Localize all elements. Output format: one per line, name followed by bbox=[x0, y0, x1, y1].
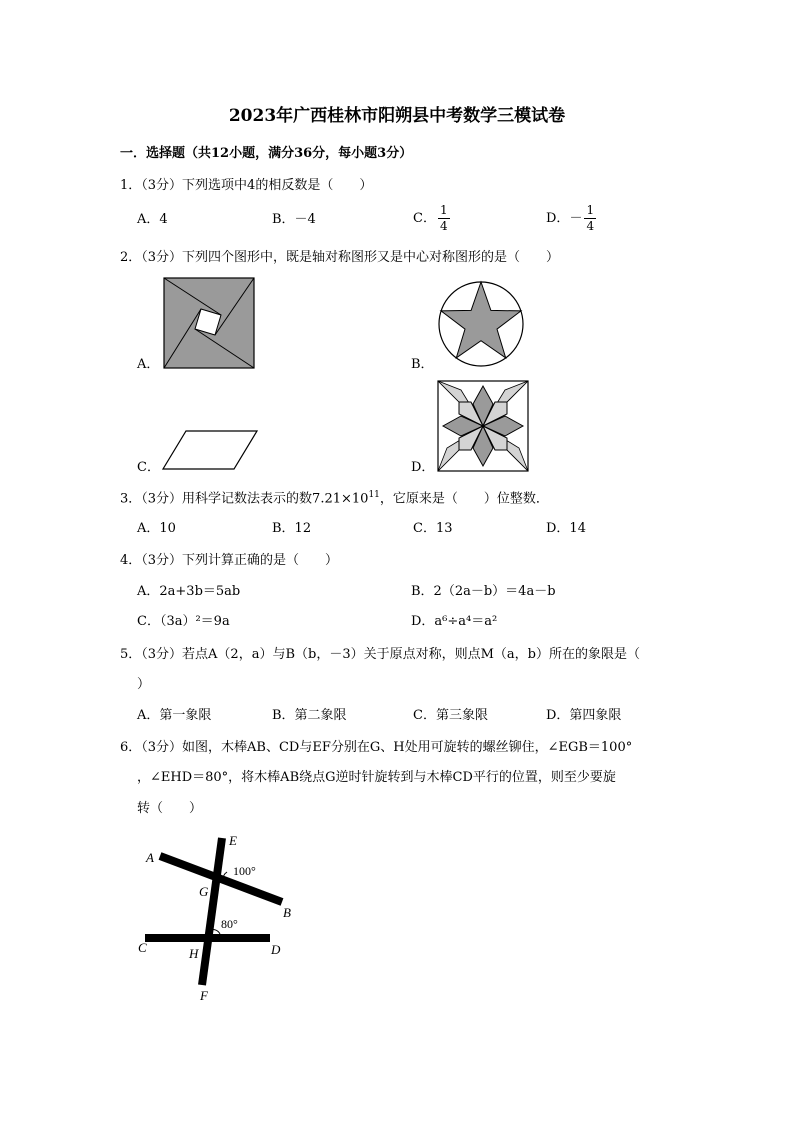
q5-option-d: D．第四象限 bbox=[546, 708, 622, 723]
figure-pinwheel-square bbox=[163, 277, 255, 369]
label-a: A bbox=[146, 850, 154, 865]
section-heading: 一．选择题（共12小题，满分36分，每小题3分） bbox=[120, 146, 413, 161]
q1-option-d bbox=[546, 203, 596, 234]
q1-option-c-fraction bbox=[438, 203, 450, 234]
figure-wooden-sticks bbox=[130, 830, 310, 1010]
figure-star-in-circle bbox=[437, 280, 525, 368]
q1-option-c bbox=[413, 203, 450, 234]
q2-option-d: D． bbox=[411, 460, 435, 475]
label-f: F bbox=[200, 988, 208, 1003]
fraction-numerator: 1 bbox=[586, 203, 595, 217]
label-d: D bbox=[271, 942, 281, 957]
fraction-denominator: 4 bbox=[439, 219, 448, 233]
label-c: C bbox=[138, 940, 147, 955]
q3-text-prefix: 3．（3分）用科学记数法表示的数7.21×10 bbox=[120, 491, 369, 507]
question-1-text: 1．（3分）下列选项中4的相反数是（ ） bbox=[120, 178, 373, 193]
q2-option-a: A． bbox=[137, 357, 160, 372]
q1-option-a: A．4 bbox=[137, 212, 168, 227]
q1-option-d-label: D． bbox=[546, 211, 570, 226]
angle-label-100: 100° bbox=[233, 864, 256, 878]
question-6-line-1: 6．（3分）如图，木棒AB、CD与EF分别在G、H处用可旋转的螺丝铆住，∠EGB＝100° bbox=[120, 740, 633, 755]
q1-option-b: B．－4 bbox=[272, 212, 316, 227]
question-4-text: 4．（3分）下列计算正确的是（ ） bbox=[120, 553, 339, 568]
fraction-numerator: 1 bbox=[439, 203, 448, 217]
q5-option-a: A．第一象限 bbox=[137, 708, 212, 723]
question-5-line-2: ） bbox=[137, 677, 151, 692]
q3-option-a: A．10 bbox=[137, 521, 176, 536]
figure-parallelogram bbox=[160, 428, 260, 472]
question-2-text: 2．（3分）下列四个图形中，既是轴对称图形又是中心对称图形的是（ ） bbox=[120, 250, 560, 265]
label-g: G bbox=[199, 884, 209, 899]
stick-ef bbox=[202, 838, 222, 985]
minus-sign: － bbox=[569, 211, 583, 226]
label-e: E bbox=[229, 833, 237, 848]
question-5-line-1: 5．（3分）若点A（2，a）与B（b，－3）关于原点对称，则点M（a，b）所在的象限是（ bbox=[120, 647, 640, 662]
question-6-line-2: ，∠EHD＝80°，将木棒AB绕点G逆时针旋转到与木棒CD平行的位置，则至少要旋 bbox=[137, 770, 616, 785]
page-title: 2023年广西桂林市阳朔县中考数学三模试卷 bbox=[228, 106, 566, 126]
q2-option-b: B． bbox=[411, 357, 434, 372]
figure-eight-point-star-square bbox=[437, 380, 529, 472]
q3-option-b: B．12 bbox=[272, 521, 312, 536]
q3-text-suffix: ，它原来是（ ）位整数． bbox=[379, 491, 549, 507]
q4-option-d: D．a⁶÷a⁴＝a² bbox=[411, 614, 498, 629]
question-6-line-3: 转（ ） bbox=[137, 801, 203, 816]
q3-option-d: D．14 bbox=[546, 521, 586, 536]
q3-option-c: C．13 bbox=[413, 521, 453, 536]
question-3-text bbox=[120, 490, 549, 507]
fraction-denominator: 4 bbox=[586, 219, 595, 233]
q1-option-c-label: C． bbox=[413, 211, 436, 226]
q1-option-d-fraction bbox=[584, 203, 596, 234]
q4-option-b: B．2（2a－b）＝4a－b bbox=[411, 584, 556, 599]
q5-option-b: B．第二象限 bbox=[272, 708, 347, 723]
q5-option-c: C．第三象限 bbox=[413, 708, 488, 723]
q4-option-c: C．（3a）²＝9a bbox=[137, 614, 230, 629]
angle-label-80: 80° bbox=[221, 917, 238, 931]
label-h: H bbox=[189, 946, 199, 961]
q4-option-a: A．2a+3b＝5ab bbox=[137, 584, 241, 599]
q2-option-c: C． bbox=[137, 460, 160, 475]
q3-exponent: 11 bbox=[368, 490, 380, 500]
label-b: B bbox=[283, 905, 291, 920]
